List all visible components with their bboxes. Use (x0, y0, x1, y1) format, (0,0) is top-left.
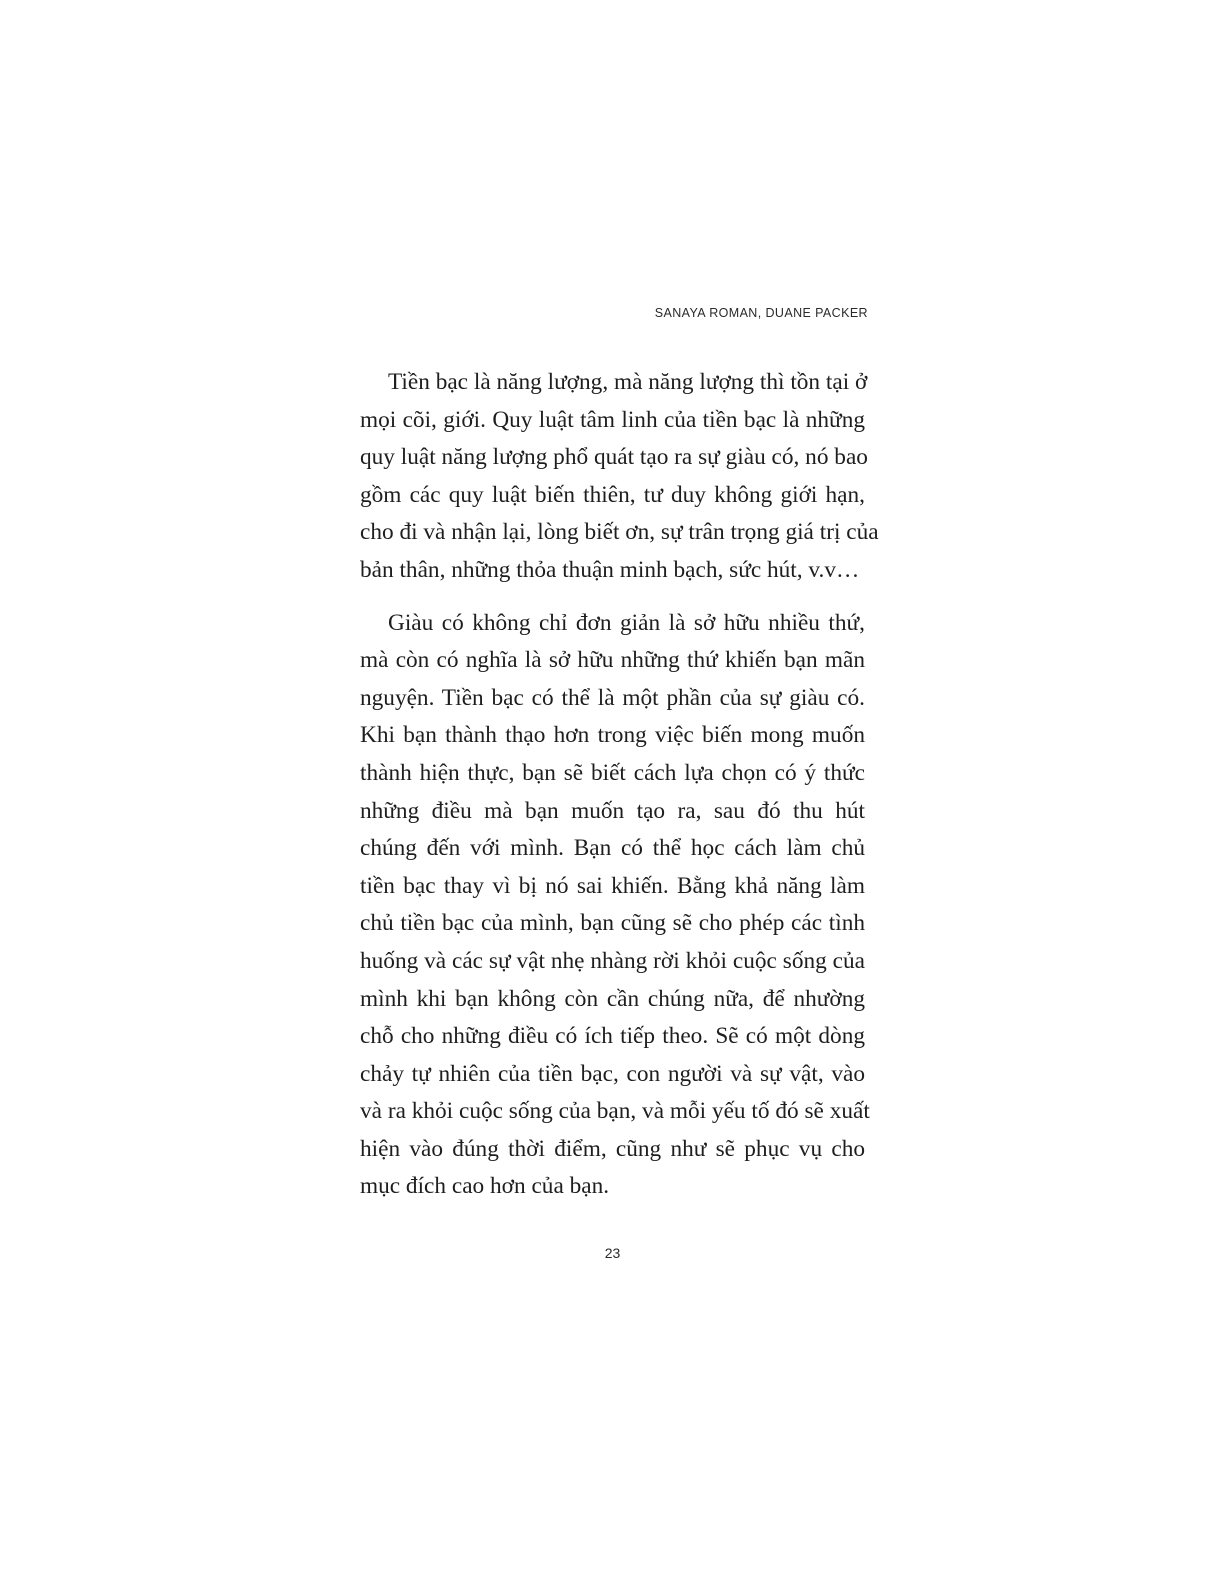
paragraph-1 (360, 364, 879, 590)
text-line: tiền bạc thay vì bị nó sai khiến. Bằng khả năng làm (360, 872, 865, 899)
text-line: chủ tiền bạc của mình, bạn cũng sẽ cho phép các tình (360, 910, 865, 937)
text-line: bản thân, những thỏa thuận minh bạch, sức hút, v.v… (360, 556, 860, 583)
page-number: 23 (604, 1245, 621, 1261)
text-line: chảy tự nhiên của tiền bạc, con người và sự vật, vào (360, 1060, 865, 1087)
text-line: cho đi và nhận lại, lòng biết ơn, sự trân trọng giá trị của (360, 519, 879, 546)
text-line: chúng đến với mình. Bạn có thể học cách làm chủ (360, 835, 865, 862)
text-line: quy luật năng lượng phổ quát tạo ra sự giàu có, nó bao (360, 444, 868, 471)
text-line: thành hiện thực, bạn sẽ biết cách lựa chọn có ý thức (360, 759, 865, 786)
text-line: gồm các quy luật biến thiên, tư duy không giới hạn, (360, 481, 865, 508)
text-line: huống và các sự vật nhẹ nhàng rời khỏi cuộc sống của (360, 947, 865, 974)
running-header-authors: SANAYA ROMAN, DUANE PACKER (654, 306, 868, 320)
text-line: Tiền bạc là năng lượng, mà năng lượng thì tồn tại ở (388, 369, 868, 395)
paragraph-2 (360, 605, 870, 1207)
text-line: những điều mà bạn muốn tạo ra, sau đó thu hút (360, 797, 865, 824)
text-line: mà còn có nghĩa là sở hữu những thứ khiến bạn mãn (360, 647, 865, 674)
text-line: mình khi bạn không còn cần chúng nữa, để nhường (360, 985, 865, 1012)
text-line: nguyện. Tiền bạc có thể là một phần của sự giàu có. (360, 684, 865, 711)
text-line: mọi cõi, giới. Quy luật tâm linh của tiền bạc là những (360, 406, 865, 433)
text-line: và ra khỏi cuộc sống của bạn, và mỗi yếu tố đó sẽ xuất (360, 1098, 870, 1125)
text-line: chỗ cho những điều có ích tiếp theo. Sẽ có một dòng (360, 1023, 865, 1050)
text-line: Khi bạn thành thạo hơn trong việc biến mong muốn (360, 722, 865, 749)
text-line: mục đích cao hơn của bạn. (360, 1173, 610, 1200)
text-line: Giàu có không chỉ đơn giản là sở hữu nhiều thứ, (388, 609, 865, 636)
text-line: hiện vào đúng thời điểm, cũng như sẽ phục vụ cho (360, 1135, 865, 1162)
body-text (360, 364, 879, 1206)
